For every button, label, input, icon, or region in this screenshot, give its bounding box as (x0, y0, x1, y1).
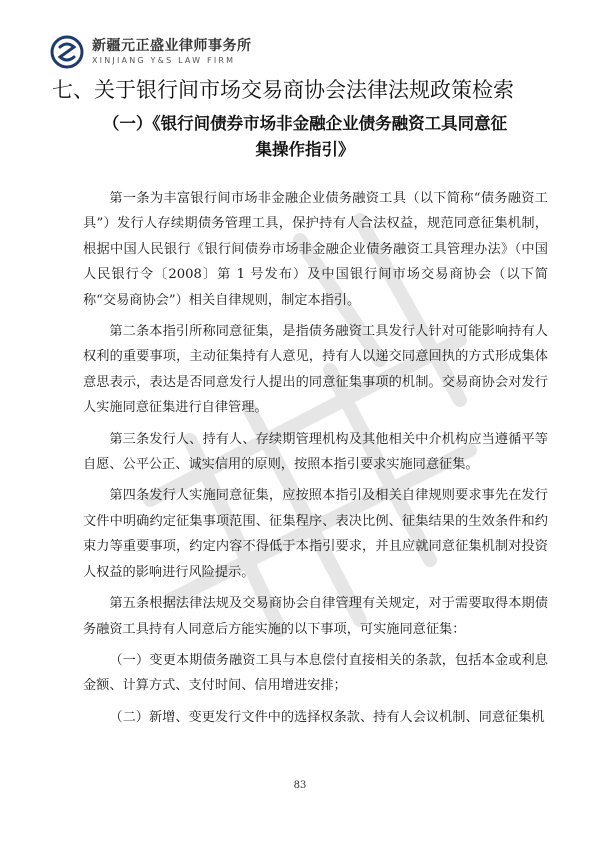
firm-logo-icon (50, 35, 84, 69)
firm-name (92, 38, 252, 66)
paragraph: 第四条发行人实施同意征集，应按照本指引及相关自律规则要求事先在发行文件中明确约定征集事项范围、征集程序、表决比例、征集结果的生效条件和约束力等重要事项，约定内容不得低于本指引要求，并且应就同意征集机制对投资人权益的影响进行风险提示。 (83, 488, 548, 580)
document-body (83, 186, 548, 730)
paragraph: （二）新增、变更发行文件中的选择权条款、持有人会议机制、同意征集机 (109, 709, 545, 725)
firm-name-en: XINJIANG Y&S LAW FIRM (92, 56, 236, 65)
paragraph: 第二条本指引所称同意征集，是指债务融资工具发行人针对可能影响持有人权利的重要事项，主动征集持有人意见，持有人以递交同意回执的方式形成集体意思表示，表达是否同意发行人提出的同意征集事项的机制。交易商协会对发行人实施同意征集进行自律管理。 (83, 324, 548, 416)
chapter-heading: 七、关于银行间市场交易商协会法律法规政策检索 (52, 78, 514, 102)
section-heading-line1: （一）《银行间债券市场非金融企业债务融资工具同意征 (102, 114, 508, 133)
paragraph: 第一条为丰富银行间市场非金融企业债务融资工具（以下简称“债务融资工具”）发行人存续期债务管理工具，保护持有人合法权益，规范同意征集机制，根据中国人民银行《银行间债券市场非金融企业债务融资工具管理办法》（中国人民银行令〔2008〕第 1 号发布）及中国银行间市场交易商协会（以下简称“交易商协会”）相关自律规则，制定本指引。 (83, 191, 548, 308)
firm-header (50, 32, 252, 72)
paragraph: 第五条根据法律法规及交易商协会自律管理有关规定，对于需要取得本期债务融资工具持有人同意后方能实施的以下事项，可实施同意征集： (83, 596, 548, 637)
page-number: 83 (293, 780, 307, 791)
paragraph: （一）变更本期债务融资工具与本息偿付直接相关的条款，包括本金或利息金额、计算方式、支付时间、信用增进安排； (83, 652, 548, 694)
section-heading-line2: 集操作指引》 (255, 140, 355, 159)
firm-name-cn: 新疆元正盛业律师事务所 (92, 38, 252, 54)
paragraph: 第三条发行人、持有人、存续期管理机构及其他相关中介机构应当遵循平等自愿、公平公正、诚实信用的原则，按照本指引要求实施同意征集。 (83, 431, 548, 473)
